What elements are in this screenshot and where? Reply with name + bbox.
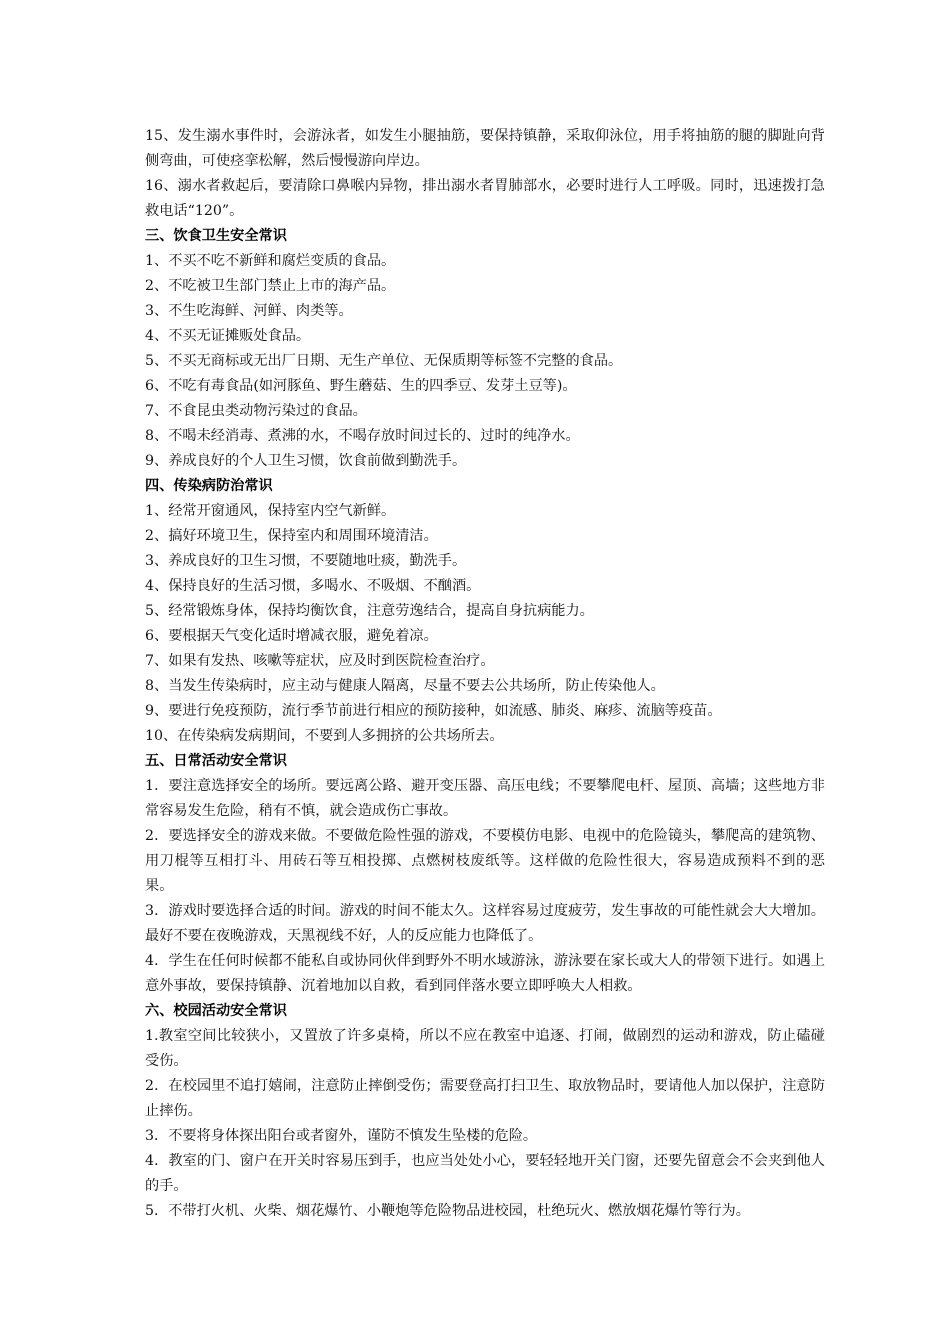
food-item-3: 3、不生吃海鲜、河鲜、肉类等。 [145,303,353,319]
disease-item-3: 3、养成良好的卫生习惯，不要随地吐痰，勤洗手。 [145,553,467,569]
activity-item-1: 1．要注意选择安全的场所。要远离公路、避开变压器、高压电线；不要攀爬电杆、屋顶、高墙；这些地方非常容易发生危险，稍有不慎，就会造成伤亡事故。 [145,778,825,819]
disease-item-5: 5、经常锻炼身体，保持均衡饮食，注意劳逸结合，提高自身抗病能力。 [145,603,594,619]
campus-item-3: 3．不要将身体探出阳台或者窗外，谨防不慎发生坠楼的危险。 [145,1128,538,1144]
section-heading-daily-activity: 五、日常活动安全常识 [145,753,287,769]
food-item-7: 7、不食昆虫类动物污染过的食品。 [145,403,367,419]
paragraph-15-drowning-cramp: 15、发生溺水事件时，会游泳者，如发生小腿抽筋，要保持镇静，采取仰泳位，用手将抽筋的腿的脚趾向背侧弯曲，可使痉挛松解，然后慢慢游向岸边。 [145,128,825,169]
disease-item-4: 4、保持良好的生活习惯，多喝水、不吸烟、不酗酒。 [145,578,481,594]
food-item-2: 2、不吃被卫生部门禁止上市的海产品。 [145,278,396,294]
campus-item-1: 1.教室空间比较狭小，又置放了许多桌椅，所以不应在教室中追逐、打闹，做剧烈的运动和游戏，防止磕碰受伤。 [145,1028,825,1069]
food-item-5: 5、不买无商标或无出厂日期、无生产单位、无保质期等标签不完整的食品。 [145,353,623,369]
food-item-9: 9、养成良好的个人卫生习惯，饮食前做到勤洗手。 [145,453,467,469]
section-heading-infectious-disease: 四、传染病防治常识 [145,478,273,494]
campus-item-5: 5．不带打火机、火柴、烟花爆竹、小鞭炮等危险物品进校园，杜绝玩火、燃放烟花爆竹等行为。 [145,1203,750,1219]
document-page [145,124,825,1224]
campus-item-4: 4．教室的门、窗户在开关时容易压到手，也应当处处小心，要轻轻地开关门窗，还要先留意会不会夹到他人的手。 [145,1153,825,1194]
activity-item-3: 3．游戏时要选择合适的时间。游戏的时间不能太久。这样容易过度疲劳，发生事故的可能性就会大大增加。最好不要在夜晚游戏，天黑视线不好，人的反应能力也降低了。 [145,903,825,944]
food-item-1: 1、不买不吃不新鲜和腐烂变质的食品。 [145,253,396,269]
disease-item-8: 8、当发生传染病时，应主动与健康人隔离，尽量不要去公共场所，防止传染他人。 [145,678,665,694]
disease-item-2: 2、搞好环境卫生，保持室内和周围环境清洁。 [145,528,438,544]
paragraph-16-drowning-rescue: 16、溺水者救起后，要清除口鼻喉内异物，排出溺水者胃肺部水，必要时进行人工呼吸。同时，迅速拨打急救电话“120”。 [145,178,825,219]
food-item-4: 4、不买无证摊贩处食品。 [145,328,311,344]
section-heading-campus-activity: 六、校园活动安全常识 [145,1003,287,1019]
food-item-6: 6、不吃有毒食品(如河豚鱼、野生蘑菇、生的四季豆、发芽土豆等)。 [145,378,577,394]
food-item-8: 8、不喝未经消毒、煮沸的水，不喝存放时间过长的、过时的纯净水。 [145,428,580,444]
activity-item-4: 4．学生在任何时候都不能私自或协同伙伴到野外不明水域游泳，游泳要在家长或大人的带领下进行。如遇上意外事故，要保持镇静、沉着地加以自救，看到同伴落水要立即呼唤大人相救。 [145,953,825,994]
disease-item-9: 9、要进行免疫预防，流行季节前进行相应的预防接种，如流感、肺炎、麻疹、流脑等疫苗。 [145,703,722,719]
activity-item-2: 2．要选择安全的游戏来做。不要做危险性强的游戏，不要模仿电影、电视中的危险镜头，攀爬高的建筑物、用刀棍等互相打斗、用砖石等互相投掷、点燃树枝废纸等。这样做的危险性很大，容易造成预料不到的恶果。 [145,828,825,894]
campus-item-2: 2．在校园里不追打嬉闹，注意防止摔倒受伤；需要登高打扫卫生、取放物品时，要请他人加以保护，注意防止摔伤。 [145,1078,825,1119]
disease-item-6: 6、要根据天气变化适时增减衣服，避免着凉。 [145,628,438,644]
disease-item-10: 10、在传染病发病期间，不要到人多拥挤的公共场所去。 [145,728,504,744]
disease-item-7: 7、如果有发热、咳嗽等症状，应及时到医院检查治疗。 [145,653,495,669]
disease-item-1: 1、经常开窗通风，保持室内空气新鲜。 [145,503,396,519]
section-heading-food-safety: 三、饮食卫生安全常识 [145,228,287,244]
